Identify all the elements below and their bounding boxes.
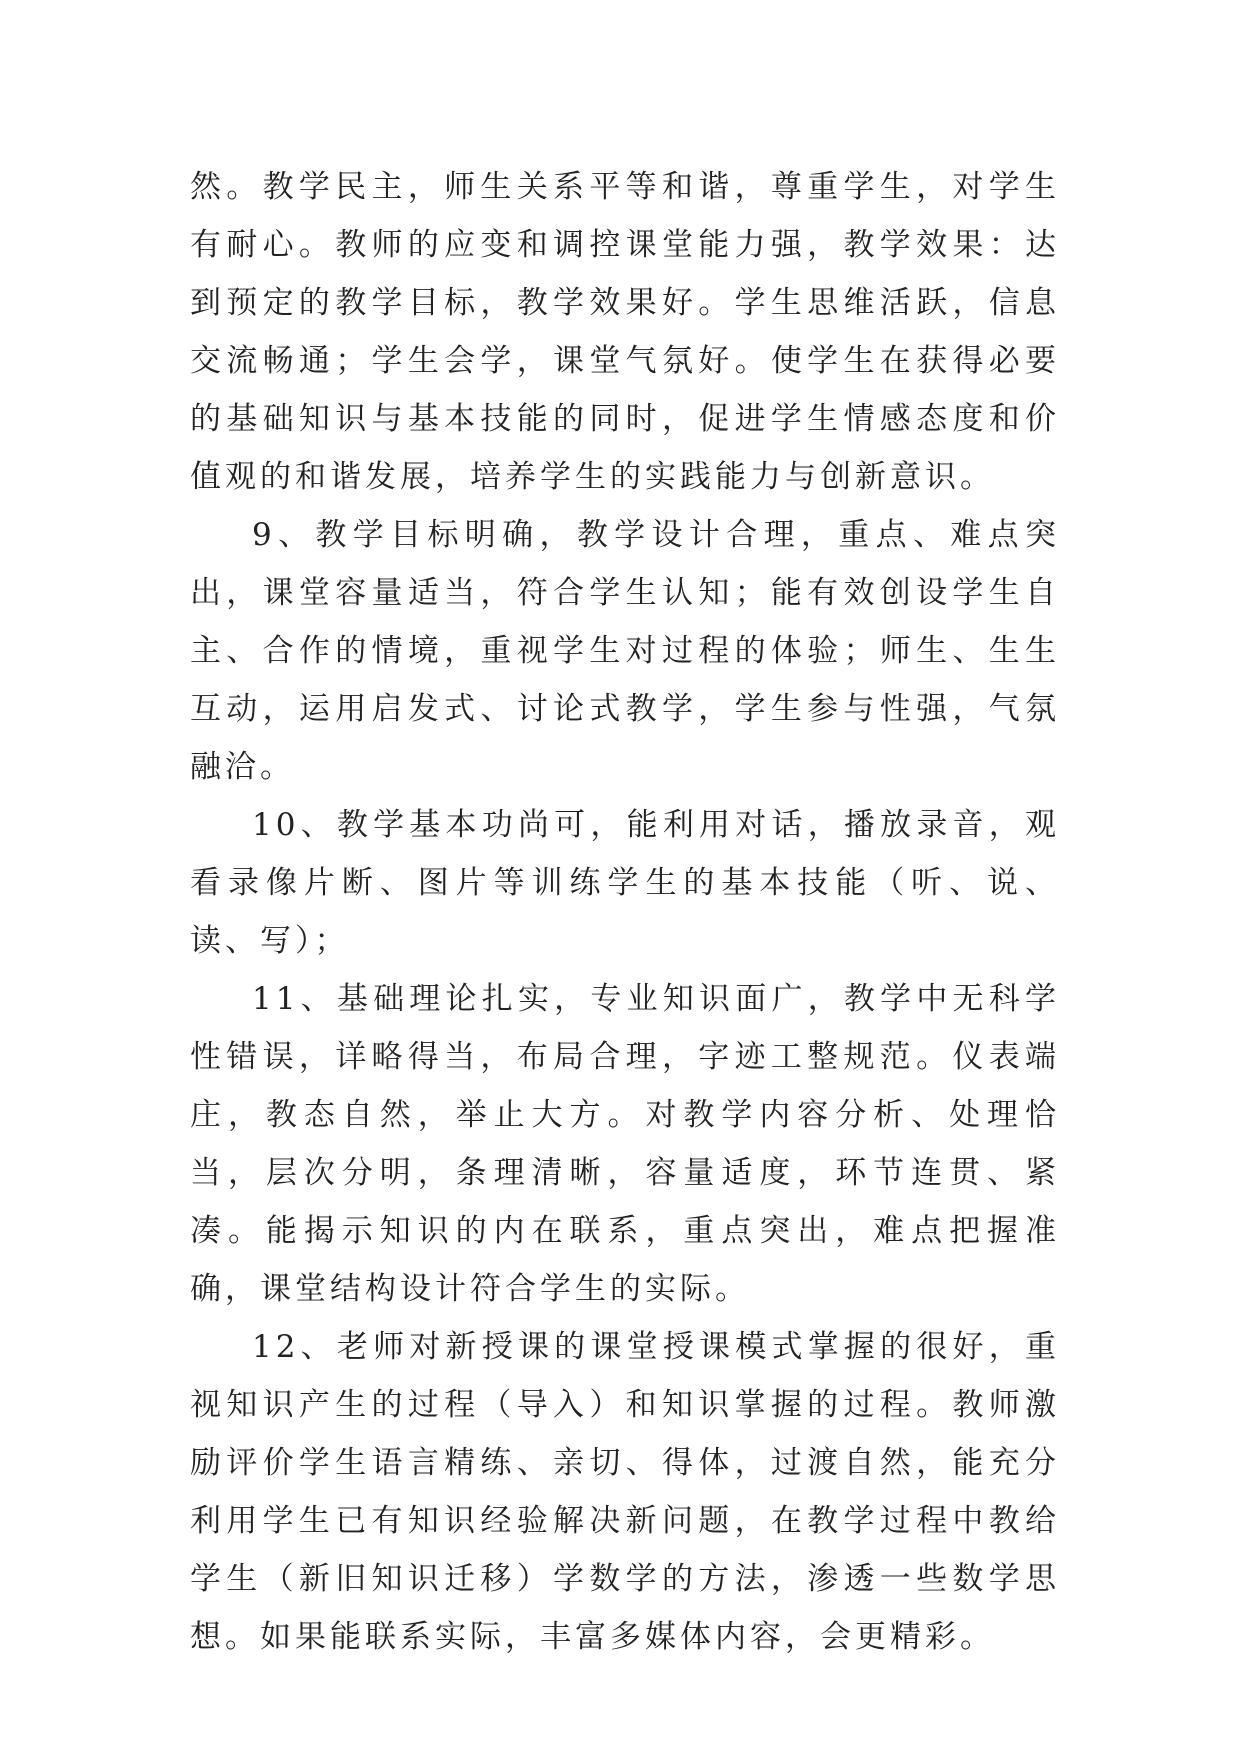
document-page <box>190 158 1060 1666</box>
paragraph-continued: 然。教学民主，师生关系平等和谐，尊重学生，对学生有耐心。教师的应变和调控课堂能力强，教学效果：达到预定的教学目标，教学效果好。学生思维活跃，信息交流畅通；学生会学，课堂气氛好。使学生在获得必要的基础知识与基本技能的同时，促进学生情感态度和价值观的和谐发展，培养学生的实践能力与创新意识。 <box>190 169 1060 495</box>
paragraph-item-11: 11、基础理论扎实，专业知识面广，教学中无科学性错误，详略得当，布局合理，字迹工整规范。仪表端庄，教态自然，举止大方。对教学内容分析、处理恰当，层次分明，条理清晰，容量适度，环节连贯、紧凑。能揭示知识的内在联系，重点突出，难点把握准确，课堂结构设计符合学生的实际。 <box>190 981 1060 1307</box>
paragraph-item-12: 12、老师对新授课的课堂授课模式掌握的很好，重视知识产生的过程（导入）和知识掌握的过程。教师激励评价学生语言精练、亲切、得体，过渡自然，能充分利用学生已有知识经验解决新问题，在教学过程中教给学生（新旧知识迁移）学数学的方法，渗透一些数学思想。如果能联系实际，丰富多媒体内容，会更精彩。 <box>190 1329 1060 1655</box>
paragraph-item-10: 10、教学基本功尚可，能利用对话，播放录音，观看录像片断、图片等训练学生的基本技能（听、说、读、写）； <box>190 807 1060 959</box>
paragraph-item-9: 9、教学目标明确，教学设计合理，重点、难点突出，课堂容量适当，符合学生认知；能有效创设学生自主、合作的情境，重视学生对过程的体验；师生、生生互动，运用启发式、讨论式教学，学生参与性强，气氛融洽。 <box>190 517 1060 785</box>
